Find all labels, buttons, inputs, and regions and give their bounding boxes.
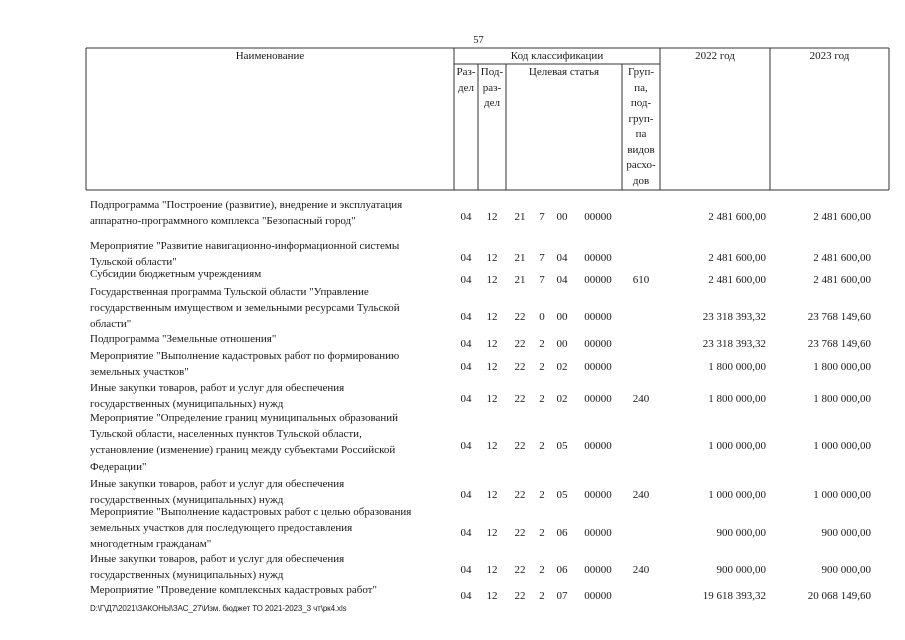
row-name: [90, 410, 452, 475]
header-code-classification: Код классификации: [510, 50, 604, 62]
row-name: [90, 348, 452, 380]
header-group-line: под-: [630, 97, 652, 109]
cell-podrazdel: 12: [486, 361, 498, 373]
cell-amount-y2023: 2 481 600,00: [813, 211, 871, 223]
cell-vr: 240: [632, 393, 650, 405]
cell-cs2: 2: [539, 361, 545, 373]
cell-podrazdel: 12: [486, 311, 498, 323]
cell-cs4: 00000: [584, 211, 612, 223]
cell-cs3: 04: [556, 252, 568, 264]
cell-cs2: 2: [539, 440, 545, 452]
cell-cs2: 2: [539, 590, 545, 602]
cell-cs4: 00000: [584, 311, 612, 323]
header-section-line: дел: [458, 81, 474, 94]
cell-cs4: 00000: [584, 590, 612, 602]
header-year-2022: 2022 год: [695, 50, 735, 62]
header-group-line: видов: [627, 143, 655, 156]
cell-cs2: 7: [539, 252, 545, 264]
cell-cs3: 02: [556, 393, 568, 405]
row-name-line: Иные закупки товаров, работ и услуг для обеспечения: [90, 478, 345, 490]
cell-vr: 610: [632, 274, 650, 286]
cell-cs1: 22: [514, 489, 526, 501]
cell-razdel: 04: [460, 393, 472, 405]
cell-cs1: 21: [514, 274, 526, 286]
cell-cs1: 22: [514, 590, 526, 602]
cell-amount-y2022: 900 000,00: [716, 527, 766, 539]
row-name-line: государственных (муниципальных) нужд: [90, 494, 284, 507]
cell-razdel: 04: [460, 211, 472, 223]
cell-cs4: 00000: [584, 361, 612, 373]
row-name-line: установление (изменение) границ между субъектами Российской: [90, 444, 396, 457]
cell-amount-y2022: 19 618 393,32: [702, 590, 766, 602]
cell-cs4: 00000: [584, 393, 612, 405]
header-group-line: па: [635, 128, 647, 140]
cell-amount-y2022: 2 481 600,00: [708, 252, 766, 264]
cell-podrazdel: 12: [486, 338, 498, 350]
cell-amount-y2022: 2 481 600,00: [708, 274, 766, 286]
cell-podrazdel: 12: [486, 489, 498, 501]
cell-amount-y2022: 1 800 000,00: [708, 361, 766, 373]
row-name-line: Субсидии бюджетным учреждениям: [90, 268, 262, 280]
cell-cs4: 00000: [584, 338, 612, 350]
cell-cs2: 2: [539, 338, 545, 350]
header-year-2023: 2023 год: [809, 50, 850, 62]
cell-razdel: 04: [460, 252, 472, 264]
row-name: [90, 284, 452, 333]
row-name: [90, 582, 452, 598]
row-name: [90, 504, 452, 553]
header-subsection-line: раз-: [482, 81, 502, 94]
cell-cs4: 00000: [584, 489, 612, 501]
cell-cs4: 00000: [584, 440, 612, 452]
cell-amount-y2023: 1 800 000,00: [813, 393, 871, 405]
row-name: [90, 266, 452, 282]
cell-cs3: 00: [556, 211, 568, 223]
cell-cs4: 00000: [584, 274, 612, 286]
cell-cs2: 2: [539, 393, 545, 405]
cell-cs1: 22: [514, 527, 526, 539]
row-name: [90, 331, 452, 347]
row-name-line: Тульской области, населенных пунктов Тульской области,: [90, 428, 362, 441]
cell-cs1: 21: [514, 211, 526, 223]
cell-razdel: 04: [460, 338, 472, 350]
cell-cs2: 0: [539, 311, 545, 323]
row-name-line: аппаратно-программного комплекса "Безопасный город": [90, 215, 356, 228]
header-group-line: дов: [632, 174, 650, 187]
cell-cs1: 21: [514, 252, 526, 264]
row-name-line: многодетным гражданам": [90, 538, 212, 551]
header-target-article: Целевая статья: [528, 66, 600, 78]
row-name-line: Иные закупки товаров, работ и услуг для обеспечения: [90, 553, 345, 565]
cell-razdel: 04: [460, 564, 472, 576]
cell-cs1: 22: [514, 564, 526, 576]
cell-cs3: 04: [556, 274, 568, 286]
header-subsection: [478, 65, 506, 112]
row-name-line: Мероприятие "Проведение комплексных кадастровых работ": [90, 584, 377, 596]
cell-cs3: 02: [556, 361, 568, 373]
cell-cs1: 22: [514, 440, 526, 452]
cell-amount-y2023: 1 000 000,00: [813, 489, 871, 501]
row-name-line: земельных участков": [90, 366, 189, 379]
footer-file-path: D:\Г\Д7\2021\ЗАКОНЫ\ЗАС_27\Изм. бюджет ТО 2021-2023_3 чт\рк4.xls: [90, 604, 347, 613]
cell-amount-y2022: 2 481 600,00: [708, 211, 766, 223]
cell-razdel: 04: [460, 590, 472, 602]
row-name-line: Подпрограмма "Построение (развитие), внедрение и эксплуатация: [90, 199, 403, 211]
cell-cs4: 00000: [584, 564, 612, 576]
row-name-line: Мероприятие "Выполнение кадастровых работ с целью образования: [90, 506, 412, 518]
cell-cs2: 2: [539, 489, 545, 501]
cell-amount-y2022: 900 000,00: [716, 564, 766, 576]
header-group-line: Груп-: [627, 66, 655, 78]
cell-cs2: 7: [539, 211, 545, 223]
cell-razdel: 04: [460, 311, 472, 323]
row-name-line: земельных участков для последующего предоставления: [90, 522, 353, 535]
cell-cs2: 2: [539, 564, 545, 576]
cell-amount-y2023: 23 768 149,60: [807, 311, 871, 323]
header-group-line: груп-: [628, 112, 654, 125]
header-subsection-line: дел: [484, 97, 500, 109]
cell-podrazdel: 12: [486, 393, 498, 405]
cell-cs4: 00000: [584, 527, 612, 539]
cell-cs1: 22: [514, 311, 526, 323]
cell-cs2: 2: [539, 527, 545, 539]
cell-cs3: 06: [556, 527, 568, 539]
page-number: 57: [473, 35, 484, 46]
cell-razdel: 04: [460, 527, 472, 539]
cell-podrazdel: 12: [486, 440, 498, 452]
cell-amount-y2022: 1 000 000,00: [708, 489, 766, 501]
cell-cs4: 00000: [584, 252, 612, 264]
cell-amount-y2023: 1 000 000,00: [813, 440, 871, 452]
cell-amount-y2023: 23 768 149,60: [807, 338, 871, 350]
cell-amount-y2023: 900 000,00: [821, 564, 871, 576]
row-name-line: Мероприятие "Развитие навигационно-информационной системы: [90, 240, 400, 252]
cell-amount-y2023: 2 481 600,00: [813, 274, 871, 286]
row-name-line: государственных (муниципальных) нужд: [90, 569, 284, 582]
cell-cs3: 00: [556, 311, 568, 323]
row-name: [90, 197, 452, 229]
cell-cs3: 06: [556, 564, 568, 576]
cell-amount-y2023: 20 068 149,60: [807, 590, 871, 602]
cell-amount-y2022: 1 800 000,00: [708, 393, 766, 405]
cell-cs1: 22: [514, 338, 526, 350]
cell-amount-y2022: 23 318 393,32: [702, 311, 766, 323]
cell-cs3: 07: [556, 590, 568, 602]
row-name-line: Иные закупки товаров, работ и услуг для обеспечения: [90, 382, 345, 394]
cell-podrazdel: 12: [486, 211, 498, 223]
header-group-line: расхо-: [626, 159, 656, 171]
cell-cs3: 05: [556, 440, 568, 452]
header-group: [622, 65, 660, 189]
row-name-line: Тульской области": [90, 256, 177, 269]
row-name-line: области": [90, 318, 132, 331]
row-name-line: Федерации": [90, 460, 147, 473]
cell-vr: 240: [632, 564, 650, 576]
header-section-line: Раз-: [456, 66, 476, 78]
cell-razdel: 04: [460, 274, 472, 286]
cell-cs2: 7: [539, 274, 545, 286]
cell-vr: 240: [632, 489, 650, 501]
row-name-line: Подпрограмма "Земельные отношения": [90, 333, 277, 345]
row-name-line: Государственная программа Тульской области "Управление: [90, 286, 369, 298]
cell-amount-y2022: 23 318 393,32: [702, 338, 766, 350]
cell-cs1: 22: [514, 361, 526, 373]
cell-podrazdel: 12: [486, 590, 498, 602]
row-name-line: Мероприятие "Определение границ муниципальных образований: [90, 412, 399, 424]
cell-podrazdel: 12: [486, 527, 498, 539]
cell-amount-y2023: 1 800 000,00: [813, 361, 871, 373]
header-section: [454, 65, 478, 96]
row-name-line: Мероприятие "Выполнение кадастровых работ по формированию: [90, 350, 400, 362]
cell-amount-y2022: 1 000 000,00: [708, 440, 766, 452]
cell-cs1: 22: [514, 393, 526, 405]
cell-podrazdel: 12: [486, 564, 498, 576]
row-name-line: государственных (муниципальных) нужд: [90, 398, 284, 411]
cell-amount-y2023: 2 481 600,00: [813, 252, 871, 264]
cell-cs3: 05: [556, 489, 568, 501]
cell-cs3: 00: [556, 338, 568, 350]
cell-podrazdel: 12: [486, 274, 498, 286]
cell-razdel: 04: [460, 440, 472, 452]
header-subsection-line: Под-: [480, 66, 504, 78]
header-name: Наименование: [235, 50, 305, 62]
header-group-line: па,: [634, 81, 648, 94]
cell-razdel: 04: [460, 489, 472, 501]
row-name-line: государственным имуществом и земельными ресурсами Тульской: [90, 302, 400, 315]
cell-amount-y2023: 900 000,00: [821, 527, 871, 539]
cell-razdel: 04: [460, 361, 472, 373]
row-name: [90, 551, 452, 583]
row-name: [90, 380, 452, 412]
cell-podrazdel: 12: [486, 252, 498, 264]
